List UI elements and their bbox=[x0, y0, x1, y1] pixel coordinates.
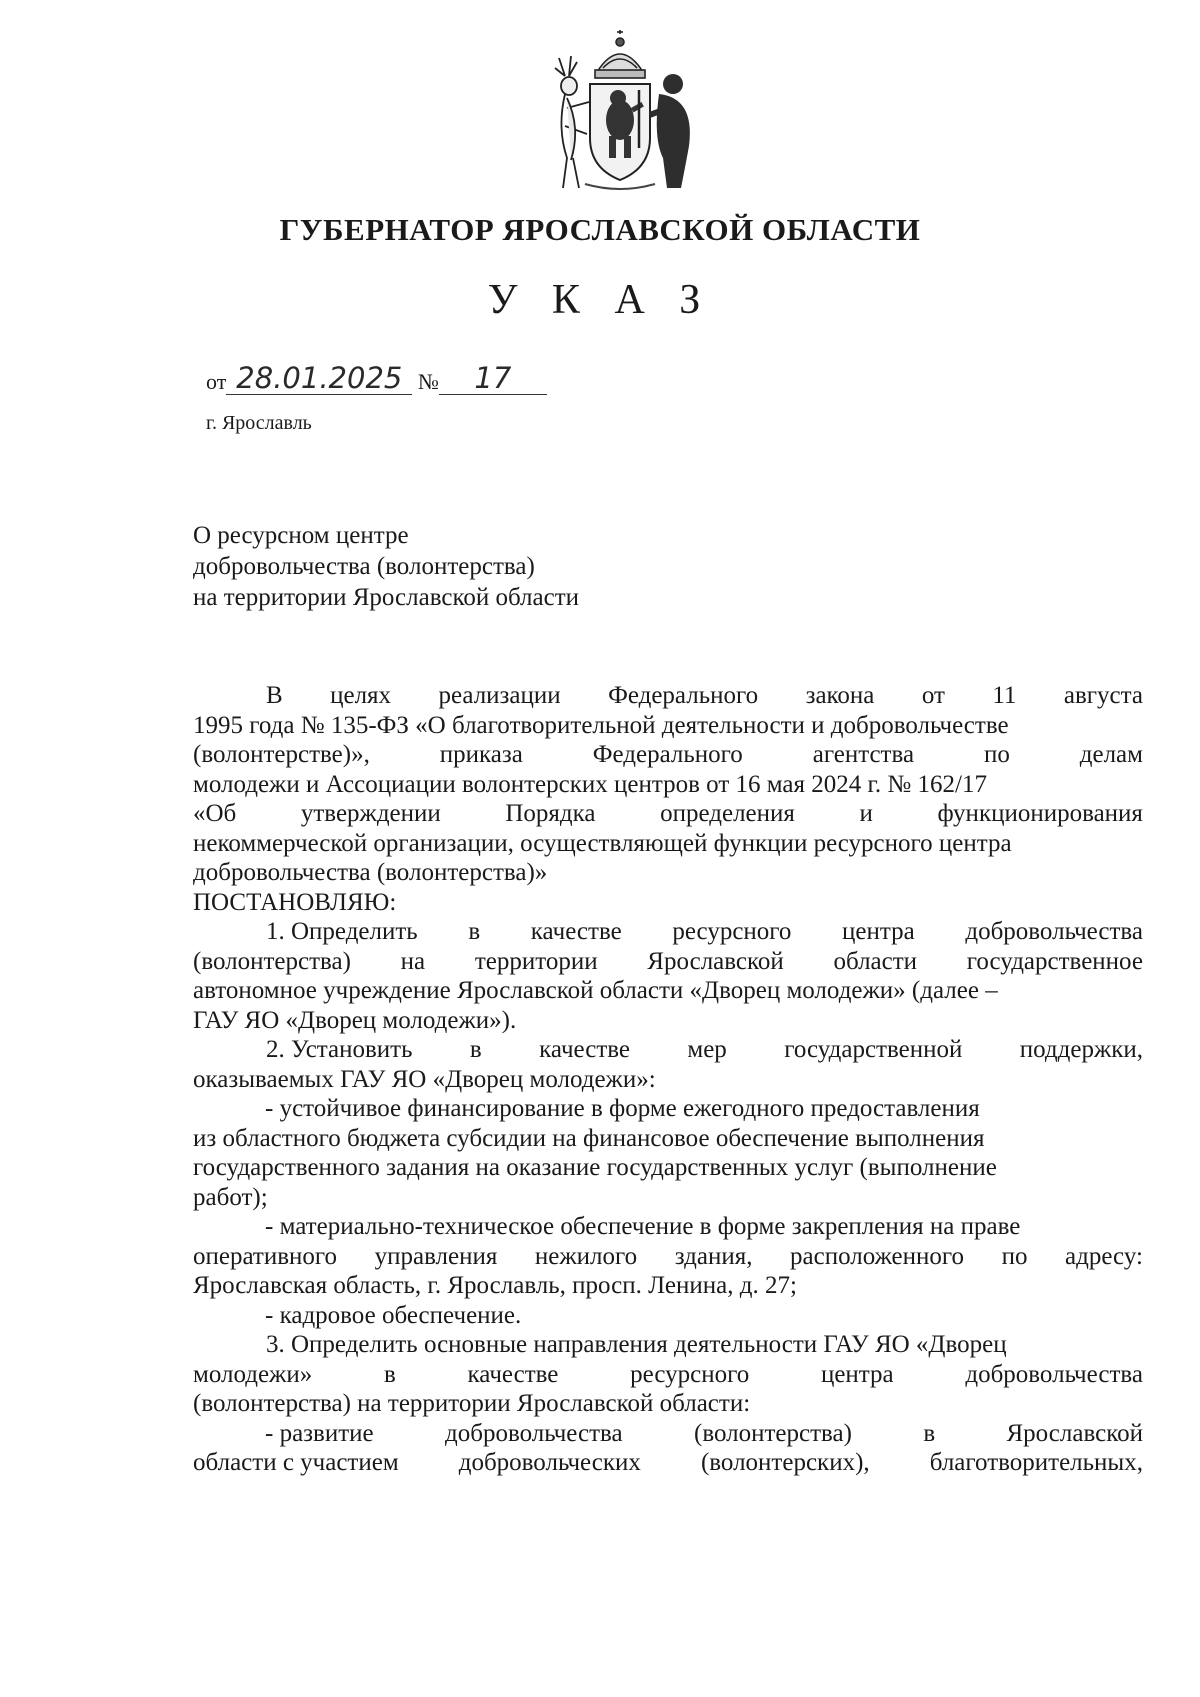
body-line bbox=[193, 1301, 1143, 1331]
body-line bbox=[193, 1124, 1143, 1154]
organization-title: ГУБЕРНАТОР ЯРОСЛАВСКОЙ ОБЛАСТИ bbox=[279, 212, 921, 247]
body-line bbox=[193, 1153, 1143, 1183]
body-text: добровольчества bbox=[965, 918, 1143, 945]
body-text: - развитие bbox=[265, 1419, 374, 1447]
body-text: определения bbox=[660, 800, 795, 827]
body-line bbox=[193, 740, 1143, 770]
body-text: в bbox=[469, 1036, 482, 1063]
body-line bbox=[193, 1065, 1143, 1095]
body-line bbox=[193, 976, 1143, 1006]
document-date: 28.01.2025 bbox=[226, 362, 412, 395]
body-text: качестве bbox=[530, 918, 622, 945]
body-line bbox=[193, 888, 1143, 918]
body-text: поддержки, bbox=[1019, 1036, 1143, 1063]
body-text: государственного задания на оказание государственных услуг (выполнение bbox=[193, 1154, 997, 1181]
body-text: утверждении bbox=[300, 800, 441, 827]
body-text: «Об bbox=[193, 800, 237, 827]
body-text: благотворительных, bbox=[929, 1449, 1143, 1476]
body-text: В bbox=[266, 682, 283, 709]
body-text: целях bbox=[330, 682, 392, 709]
body-text: автономное учреждение Ярославской области «Дворец молодежи» (далее – bbox=[193, 977, 998, 1004]
body-line bbox=[193, 1330, 1143, 1360]
body-text: делам bbox=[1079, 741, 1143, 768]
body-text: (волонтерства) bbox=[193, 947, 351, 975]
body-line bbox=[193, 799, 1143, 829]
body-text: адресу: bbox=[1065, 1242, 1143, 1270]
body-line bbox=[193, 1360, 1143, 1390]
subject-line: добровольчества (волонтерства) bbox=[193, 553, 535, 580]
body-line bbox=[193, 947, 1143, 977]
document-type-title: У К А З bbox=[487, 277, 713, 323]
body-line bbox=[193, 1419, 1143, 1449]
body-text: центра bbox=[820, 1360, 894, 1388]
body-line bbox=[193, 1183, 1143, 1213]
body-text: центра bbox=[842, 918, 915, 945]
body-line bbox=[193, 1035, 1143, 1065]
body-text: управления bbox=[374, 1242, 498, 1270]
body-text: августа bbox=[1063, 682, 1143, 709]
body-text: в bbox=[383, 1360, 396, 1388]
body-text: (волонтерстве)», bbox=[193, 741, 370, 768]
body-text: и bbox=[859, 800, 873, 827]
body-text: агентства bbox=[812, 741, 915, 768]
body-text: добровольчества bbox=[445, 1419, 623, 1447]
body-text: 2. Установить bbox=[266, 1036, 413, 1063]
body-line bbox=[193, 1006, 1143, 1036]
body-text: ресурсного bbox=[672, 918, 792, 945]
body-line bbox=[193, 1448, 1143, 1478]
body-text: 3. Определить основные направления деятельности ГАУ ЯО «Дворец bbox=[266, 1331, 1007, 1358]
subject-line: на территории Ярославской области bbox=[193, 584, 580, 611]
body-text: Ярославская область, г. Ярославль, просп. Ленина, д. 27; bbox=[193, 1272, 797, 1299]
body-text: расположенного bbox=[790, 1242, 965, 1270]
body-line bbox=[193, 829, 1143, 859]
body-text: от bbox=[921, 682, 945, 709]
number-prefix: № bbox=[417, 369, 439, 394]
body-text: некоммерческой организации, осуществляющей функции ресурсного центра bbox=[193, 829, 1012, 857]
city: г. Ярославль bbox=[206, 412, 312, 434]
body-text: добровольчества (волонтерства)» bbox=[193, 859, 548, 886]
body-text: Федерального bbox=[592, 741, 743, 768]
body-text: ПОСТАНОВЛЯЮ: bbox=[193, 888, 397, 916]
body-text: Федерального bbox=[608, 682, 759, 709]
body-text: 1995 года № 135-ФЗ «О благотворительной деятельности и добровольчестве bbox=[193, 711, 1009, 739]
body-line bbox=[193, 1389, 1143, 1419]
body-text: закона bbox=[805, 682, 875, 709]
body-text: нежилого bbox=[534, 1242, 638, 1270]
body-line bbox=[193, 917, 1143, 947]
body-text: по bbox=[983, 741, 1010, 768]
body-text: по bbox=[1001, 1242, 1028, 1270]
body-text: молодежи и Ассоциации волонтерских центров от 16 мая 2024 г. № 162/17 bbox=[193, 770, 987, 798]
body-text: 11 bbox=[992, 682, 1017, 709]
body-line bbox=[193, 1094, 1143, 1124]
body-text: Порядка bbox=[505, 800, 596, 827]
body-text: качестве bbox=[539, 1036, 631, 1063]
body-text: реализации bbox=[438, 682, 561, 709]
body-line bbox=[193, 681, 1143, 711]
document-subject bbox=[193, 520, 579, 613]
body-text: 1. Определить bbox=[266, 918, 418, 945]
body-text: добровольческих bbox=[458, 1449, 641, 1476]
body-text: работ); bbox=[193, 1183, 268, 1211]
document-body bbox=[193, 681, 1143, 1478]
body-text: из областного бюджета субсидии на финансовое обеспечение выполнения bbox=[193, 1124, 985, 1152]
body-text: области bbox=[833, 947, 918, 975]
body-text: области с участием bbox=[193, 1449, 399, 1476]
body-text: территории bbox=[474, 947, 598, 975]
body-text: приказа bbox=[439, 741, 523, 768]
body-text: в bbox=[468, 918, 481, 945]
body-line bbox=[193, 1271, 1143, 1301]
body-text: качестве bbox=[467, 1360, 559, 1388]
body-line bbox=[193, 711, 1143, 741]
document-number: 17 bbox=[439, 362, 547, 395]
body-text: - материально-техническое обеспечение в форме закрепления на праве bbox=[265, 1213, 1021, 1240]
body-text: (волонтерства) bbox=[694, 1419, 852, 1447]
body-text: здания, bbox=[674, 1242, 753, 1270]
body-text: оперативного bbox=[193, 1242, 338, 1270]
body-line bbox=[193, 770, 1143, 800]
body-text: ресурсного bbox=[630, 1360, 750, 1388]
body-text: молодежи» bbox=[193, 1360, 313, 1388]
body-text: государственное bbox=[966, 947, 1143, 975]
subject-line: О ресурсном центре bbox=[193, 522, 409, 549]
date-prefix: от bbox=[206, 369, 227, 394]
body-text: функционирования bbox=[937, 800, 1143, 827]
coat-of-arms-icon bbox=[535, 28, 705, 198]
body-line bbox=[193, 858, 1143, 888]
body-text: оказываемых ГАУ ЯО «Дворец молодежи»: bbox=[193, 1065, 656, 1093]
body-text: в bbox=[923, 1419, 936, 1447]
date-number-line bbox=[206, 362, 547, 395]
body-text: на bbox=[400, 947, 426, 975]
body-text: ГАУ ЯО «Дворец молодежи»). bbox=[193, 1006, 517, 1034]
body-text: добровольчества bbox=[965, 1360, 1143, 1388]
body-text: - устойчивое финансирование в форме ежегодного предоставления bbox=[265, 1095, 980, 1122]
body-text: мер bbox=[687, 1036, 727, 1063]
body-text: (волонтерства) на территории Ярославской области: bbox=[193, 1390, 751, 1417]
body-text: Ярославской bbox=[647, 947, 784, 975]
body-text: Ярославской bbox=[1006, 1419, 1143, 1447]
body-text: (волонтерских), bbox=[700, 1449, 870, 1476]
body-line bbox=[193, 1212, 1143, 1242]
body-line bbox=[193, 1242, 1143, 1272]
body-text: государственной bbox=[784, 1036, 963, 1063]
body-text: - кадровое обеспечение. bbox=[265, 1301, 522, 1329]
